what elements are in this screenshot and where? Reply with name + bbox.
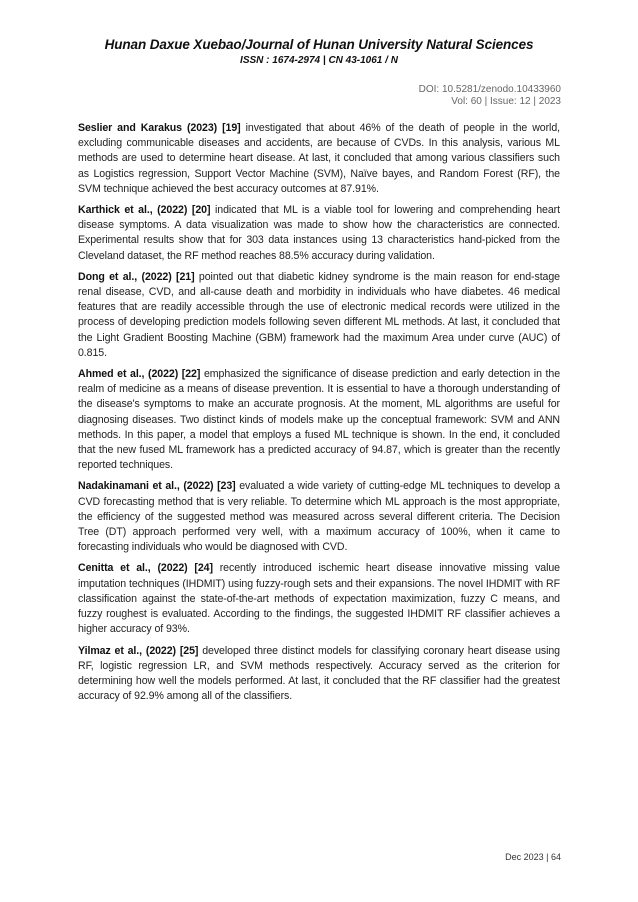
journal-issn: ISSN : 1674-2974 | CN 43-1061 / N: [240, 55, 398, 66]
citation: Karthick et al., (2022) [20]: [78, 204, 211, 217]
citation: Yilmaz et al., (2022) [25]: [78, 644, 199, 657]
journal-title: Hunan Daxue Xuebao/Journal of Hunan University Natural Sciences: [104, 37, 534, 52]
doi-text: DOI: 10.5281/zenodo.10433960: [418, 84, 561, 95]
paragraph-text: evaluated a wide variety of cutting-edge ML techniques to develop a CVD forecasting method that is very reliable. To determine which ML approach is the most appropriate, the efficiency of the suggested method was measured across several different criteria. The Decision Tree (DT) approach performed very well, with a maximum accuracy of 100%, when it came to forecasting individuals who would be diagnosed with CVD.: [78, 480, 560, 554]
paragraph-19: [78, 121, 560, 197]
paragraph-21: [78, 270, 560, 361]
citation: Dong et al., (2022) [21]: [78, 270, 195, 283]
paragraph-24: [78, 561, 560, 637]
paragraph-text: indicated that ML is a viable tool for lowering and comprehending heart disease symptoms. A data visualization was made to show how the characteristics are connected. Experimental results show that for 303 data instances using 13 characteristics hand-picked from the Cleveland dataset, the RF method reaches 88.5% accuracy during validation.: [78, 204, 560, 262]
body-text: [78, 121, 560, 710]
citation: Nadakinamani et al., (2022) [23]: [78, 480, 236, 493]
paragraph-text: investigated that about 46% of the death of people in the world, excluding communicable diseases and accidents, are because of CVDs. In this analysis, various ML methods are used to determine heart disease. At last, it concluded that among various classifiers such as Logistics regression, Support Vector Machine (SVM), Naïve bayes, and Random Forest (RF), the SVM technique achieved the best accuracy outcomes at 87.91%.: [78, 122, 560, 195]
citation: Cenitta et al., (2022) [24]: [78, 562, 213, 575]
paragraph-text: recently introduced ischemic heart disease innovative missing value imputation techniques (IHDMIT) using fuzzy-rough sets and their expansions. The novel IHDMIT with RF classification against the state-of-the-art methods of expectation maximization, fuzzy C means, and fuzzy roughest is evaluated. According to the findings, the suggested IHDMIT RF classifier achieves a higher accuracy of 93%.: [78, 562, 560, 636]
paragraph-23: [78, 479, 560, 555]
page-footer: Dec 2023 | 64: [505, 852, 561, 862]
citation: Ahmed et al., (2022) [22]: [78, 368, 201, 381]
paragraph-text: developed three distinct models for classifying coronary heart disease using RF, logistic regression LR, and SVM methods respectively. Accuracy served as the criterion for determining how well the models performed. At last, it concluded that the RF classifier had the greatest accuracy of 92.9% among all of the classifiers.: [78, 644, 560, 703]
paragraph-text: emphasized the significance of disease prediction and early detection in the realm of medicine as a means of disease prevention. It is essential to have a thorough understanding of the disease's symptoms to make an accurate prognosis. At the moment, ML algorithms are useful for diagnosing diseases. Two distinct kinds of models make up the conceptual framework: SVM and ANN methods. In this paper, a model that employs a fused ML technique is shown. In the end, it concluded that the new fused ML framework has a predicted accuracy of 94.87, which is greater than the recently reported techniques.: [78, 368, 561, 472]
volume-issue-text: Vol: 60 | Issue: 12 | 2023: [451, 96, 561, 107]
paragraph-text: pointed out that diabetic kidney syndrome is the main reason for end-stage renal disease, CVD, and all-cause death and morbidity in individuals who have diabetes. 46 medical features that are readily accessible through the use of electronic medical records were utilized in the process of developing prediction models following seven different ML methods. At last, it concluded that the Light Gradient Boosting Machine (GBM) framework had the maximum Area under curve (AUC) of 0.815.: [78, 270, 560, 359]
citation: Seslier and Karakus (2023) [19]: [78, 122, 241, 134]
paragraph-22: [78, 367, 560, 473]
paragraph-20: [78, 203, 560, 264]
paragraph-25: [78, 644, 560, 705]
